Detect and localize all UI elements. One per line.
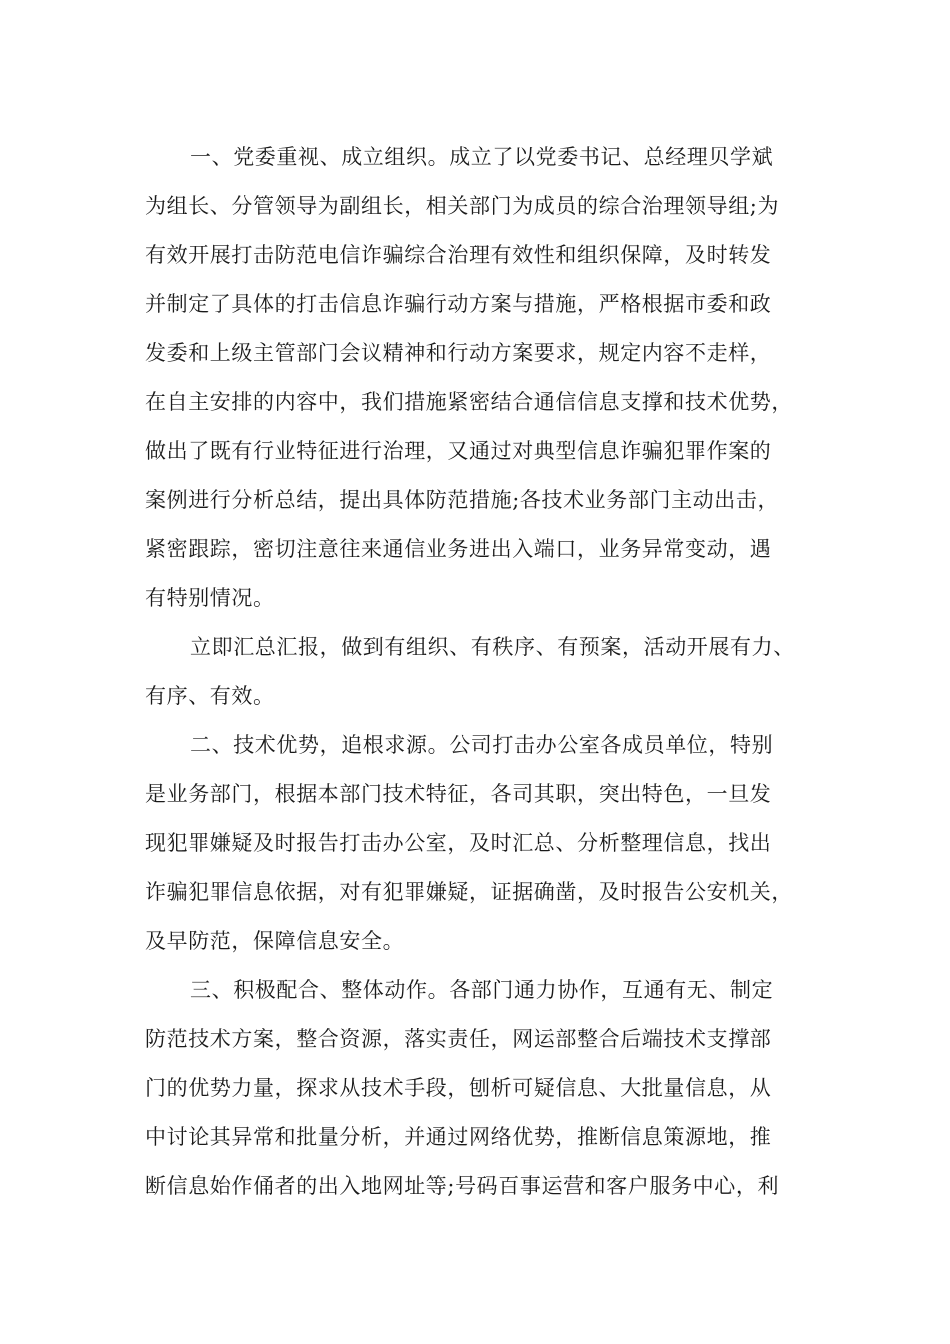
- text-line: 案例进行分析总结，提出具体防范措施;各技术业务部门主动出击，: [145, 488, 780, 512]
- text-line: 有特别情况。: [145, 586, 275, 610]
- text-line: 断信息始作俑者的出入地网址等;号码百事运营和客户服务中心，利: [145, 1174, 780, 1198]
- text-line: 防范技术方案，整合资源，落实责任，网运部整合后端技术支撑部: [145, 1027, 772, 1051]
- text-line: 三、积极配合、整体动作。各部门通力协作，互通有无、制定: [190, 978, 774, 1002]
- text-line: 发委和上级主管部门会议精神和行动方案要求，规定内容不走样，: [145, 341, 772, 365]
- text-line: 在自主安排的内容中，我们措施紧密结合通信信息支撑和技术优势，: [145, 390, 793, 414]
- text-line: 中讨论其异常和批量分析，并通过网络优势，推断信息策源地，推: [145, 1125, 772, 1149]
- text-line: 及早防范，保障信息安全。: [145, 929, 405, 953]
- text-line: 有效开展打击防范电信诈骗综合治理有效性和组织保障，及时转发: [145, 243, 772, 267]
- paragraph-4: [145, 966, 815, 1211]
- text-line: 紧密跟踪，密切注意往来通信业务进出入端口，业务异常变动，遇: [145, 537, 772, 561]
- text-line: 为组长、分管领导为副组长，相关部门为成员的综合治理领导组;为: [145, 194, 780, 218]
- text-line: 有序、有效。: [145, 684, 275, 708]
- text-line: 现犯罪嫌疑及时报告打击办公室，及时汇总、分析整理信息，找出: [145, 831, 772, 855]
- text-line: 一、党委重视、成立组织。成立了以党委书记、总经理贝学斌: [190, 145, 774, 169]
- text-line: 立即汇总汇报，做到有组织、有秩序、有预案，活动开展有力、: [190, 635, 795, 659]
- paragraph-2: [145, 623, 815, 721]
- paragraph-1: [145, 133, 815, 623]
- text-line: 做出了既有行业特征进行治理，又通过对典型信息诈骗犯罪作案的: [145, 439, 772, 463]
- text-line: 是业务部门，根据本部门技术特征，各司其职，突出特色，一旦发: [145, 782, 772, 806]
- document-body: [145, 133, 815, 1211]
- text-line: 并制定了具体的打击信息诈骗行动方案与措施，严格根据市委和政: [145, 292, 772, 316]
- text-line: 门的优势力量，探求从技术手段，刨析可疑信息、大批量信息，从: [145, 1076, 772, 1100]
- text-line: 诈骗犯罪信息依据，对有犯罪嫌疑，证据确凿，及时报告公安机关，: [145, 880, 793, 904]
- paragraph-3: [145, 721, 815, 966]
- text-line: 二、技术优势，追根求源。公司打击办公室各成员单位，特别: [190, 733, 774, 757]
